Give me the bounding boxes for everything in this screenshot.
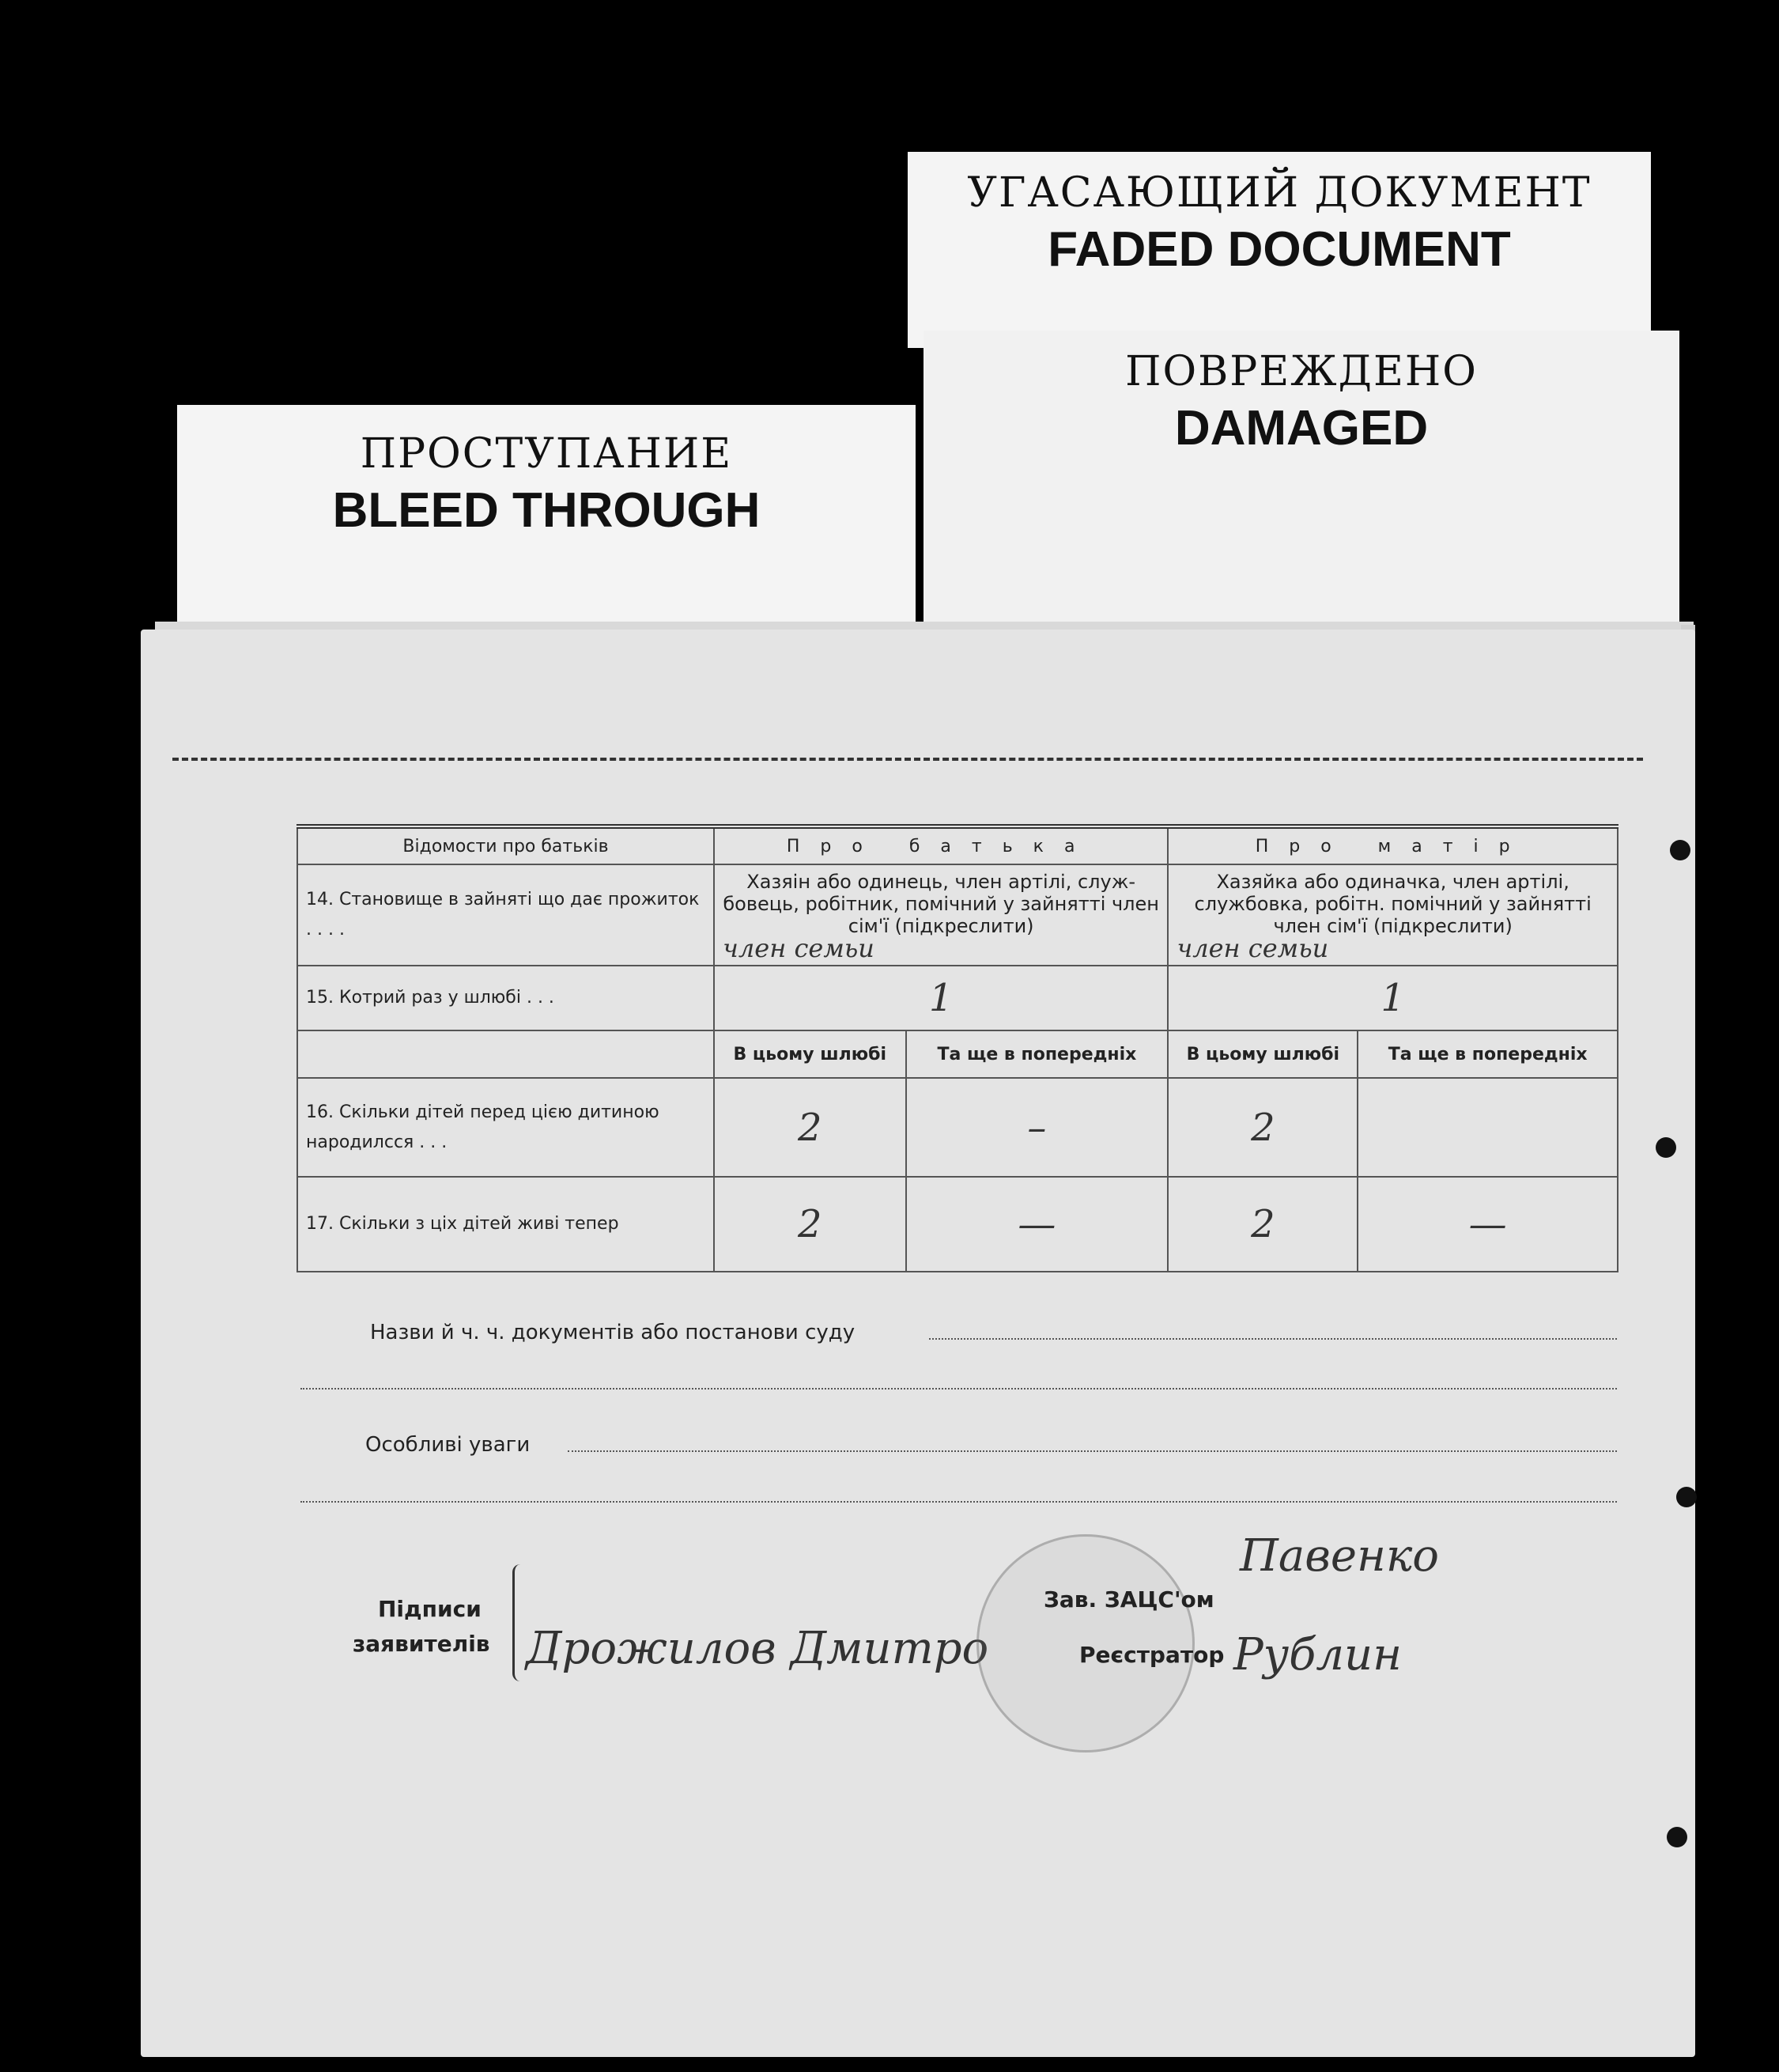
table-row <box>297 864 1618 966</box>
faded-flag-ru-text: УГАСАЮЩИЙ ДОКУМЕНТ <box>967 169 1592 217</box>
subheader-blank <box>297 1030 714 1078</box>
bleed-flag-en-text: BLEED THROUGH <box>332 483 761 538</box>
notes-line-2 <box>300 1501 1617 1503</box>
bleed-flag-ru-text: ПРОСТУПАНИЕ <box>360 430 733 478</box>
q16-mother-this: 2 <box>1168 1078 1358 1177</box>
faded-flag-en-text: FADED DOCUMENT <box>1048 222 1511 277</box>
applicants-label: Підписи <box>378 1596 482 1622</box>
table-header-row <box>297 826 1618 864</box>
q14-father-options-text: Хазяін або одинець, член артілі, служ-бовець, робітник, помічний у зайнятті член сім'ї (підкреслити) <box>723 871 1159 937</box>
head-label: Зав. ЗАЦС'ом <box>1044 1586 1214 1613</box>
subheader-mother-previous: Та ще в попередніх <box>1358 1030 1618 1078</box>
q15-mother-value: 1 <box>1168 966 1618 1030</box>
q14-mother-handwriting: член семьи <box>1177 933 1329 963</box>
signature-brace <box>512 1564 526 1681</box>
notes-label: Особливі уваги <box>365 1433 531 1457</box>
q14-father-handwriting: член семьи <box>723 933 874 963</box>
q14-father-options <box>714 864 1168 966</box>
damaged-flag-en-text: DAMAGED <box>1174 401 1429 456</box>
table-row <box>297 1078 1618 1177</box>
registrar-signature: Рублин <box>1233 1629 1402 1681</box>
header-father: Про батька <box>714 826 1168 864</box>
subheader-father-this: В цьому шлюбі <box>714 1030 906 1078</box>
q14-label: 14. Становище в зайняті що дає прожиток . . . . <box>297 864 714 966</box>
parents-info-table <box>296 824 1618 1272</box>
q16-mother-prev <box>1358 1078 1618 1177</box>
header-parents-info: Відомости про батьків <box>297 826 714 864</box>
q15-father-value: 1 <box>714 966 1168 1030</box>
perforation-line <box>172 758 1643 761</box>
q17-father-this: 2 <box>714 1177 906 1272</box>
subheader-father-previous: Та ще в попередніх <box>906 1030 1169 1078</box>
punch-hole <box>1676 1487 1697 1507</box>
punch-hole <box>1670 840 1690 860</box>
q17-mother-this: 2 <box>1168 1177 1358 1272</box>
head-signature: Павенко <box>1240 1530 1439 1582</box>
header-mother: Про матір <box>1168 826 1618 864</box>
subheader-row <box>297 1030 1618 1078</box>
applicants-label-2: заявителів <box>353 1631 490 1657</box>
registrar-label: Реєстратор <box>1079 1642 1225 1668</box>
notes-line <box>568 1450 1617 1452</box>
q15-label: 15. Котрий раз у шлюбі . . . <box>297 966 714 1030</box>
q16-label: 16. Скільки дітей перед цією дитиною народилсся . . . <box>297 1078 714 1177</box>
bleed-through-flag <box>177 405 916 639</box>
damaged-flag <box>923 331 1679 631</box>
documents-label: Назви й ч. ч. документів або постанови суду <box>370 1321 856 1344</box>
table-row <box>297 966 1618 1030</box>
q17-father-prev: — <box>906 1177 1169 1272</box>
q14-mother-options <box>1168 864 1618 966</box>
punch-hole <box>1667 1827 1687 1847</box>
q17-label: 17. Скільки з ціх дітей живі тепер <box>297 1177 714 1272</box>
table-row <box>297 1177 1618 1272</box>
q17-mother-prev: — <box>1358 1177 1618 1272</box>
documents-line-2 <box>300 1388 1617 1390</box>
punch-hole <box>1656 1137 1676 1158</box>
subheader-mother-this: В цьому шлюбі <box>1168 1030 1358 1078</box>
faded-document-flag <box>908 152 1651 348</box>
q14-mother-options-text: Хазяйка або одиначка, член артілі, службовка, робітн. помічний у зайнятті член сім'ї (підкреслити) <box>1194 871 1592 937</box>
q16-father-prev: – <box>906 1078 1169 1177</box>
applicant-signature: Дрожилов Дмитро <box>526 1623 989 1674</box>
damaged-flag-ru-text: ПОВРЕЖДЕНО <box>1125 348 1478 395</box>
q16-father-this: 2 <box>714 1078 906 1177</box>
documents-line <box>929 1338 1617 1340</box>
